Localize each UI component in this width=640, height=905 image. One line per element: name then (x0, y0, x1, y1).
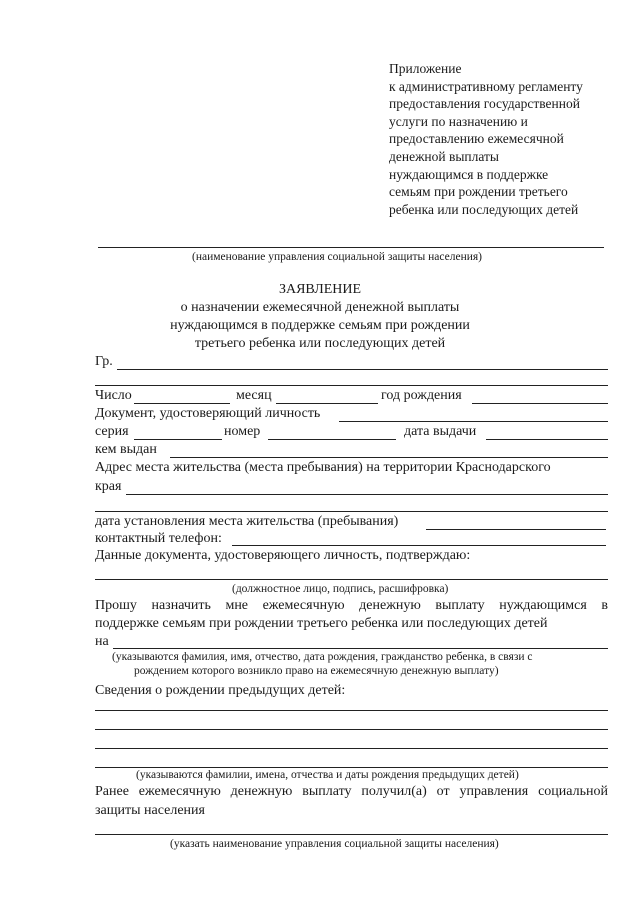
birth-year-field[interactable] (472, 403, 608, 404)
birth-year-label: год рождения (381, 388, 462, 403)
month-label: месяц (236, 388, 272, 403)
phone-field[interactable] (232, 545, 606, 546)
appendix-line: к административному регламенту (389, 78, 583, 94)
number-label: номер (224, 424, 261, 439)
number-field[interactable] (268, 439, 396, 440)
official-signature-field[interactable] (95, 579, 608, 580)
day-field[interactable] (134, 403, 230, 404)
issue-date-label: дата выдачи (404, 424, 477, 439)
earlier-payment-text: Ранее ежемесячную денежную выплату получил(а) от управления социальной (95, 784, 608, 799)
residence-date-label: дата установления места жительства (пребывания) (95, 514, 399, 529)
title-line: третьего ребенка или последующих детей (194, 336, 446, 351)
appendix-line: ребенка или последующих детей (389, 201, 579, 217)
prev-children-label: Сведения о рождении предыдущих детей: (95, 683, 346, 698)
appendix-line: Приложение (389, 61, 462, 76)
prev-office-field[interactable] (95, 834, 608, 835)
appendix-line: предоставления государственной (389, 96, 580, 112)
prev-children-caption: (указываются фамилии, имена, отчества и даты рождения предыдущих детей) (136, 769, 519, 781)
issued-by-label: кем выдан (95, 442, 157, 457)
month-field[interactable] (276, 403, 378, 404)
series-field[interactable] (134, 439, 222, 440)
request-text: поддержке семьям при рождении третьего ребенка или последующих детей (95, 616, 548, 631)
prev-children-field[interactable] (95, 767, 608, 768)
appendix-line: услуги по назначению и (389, 113, 528, 129)
request-on-label: на (95, 634, 109, 649)
prev-children-field[interactable] (95, 748, 608, 749)
request-text: Прошу назначить мне ежемесячную денежную выплату нуждающимся в (95, 598, 608, 613)
office-name-caption: (наименование управления социальной защиты населения) (192, 251, 482, 263)
earlier-payment-text: защиты населения (95, 803, 205, 818)
child-info-caption: рождением которого возникло право на ежемесячную денежную выплату) (134, 665, 499, 677)
day-label: Число (95, 388, 132, 403)
issued-by-field[interactable] (170, 457, 608, 458)
id-document-label: Документ, удостоверяющий личность (95, 406, 321, 421)
prev-children-field[interactable] (95, 729, 608, 730)
address-field[interactable] (126, 494, 608, 495)
title-line: о назначении ежемесячной денежной выплаты (180, 300, 460, 315)
appendix-line: предоставлению ежемесячной (389, 131, 564, 147)
citizen-field[interactable] (117, 369, 608, 370)
citizen-field-line2[interactable] (95, 385, 608, 386)
address-label: Адрес места жительства (места пребывания) на территории Краснодарского (95, 460, 551, 475)
child-info-caption: (указываются фамилия, имя, отчество, дата рождения, гражданство ребенка, в связи с (112, 651, 533, 663)
prev-children-field[interactable] (95, 710, 608, 711)
series-label: серия (95, 424, 129, 439)
appendix-block (389, 60, 619, 218)
phone-label: контактный телефон: (95, 531, 222, 546)
confirm-label: Данные документа, удостоверяющего личность, подтверждаю: (95, 548, 471, 563)
citizen-label: Гр. (95, 354, 113, 369)
address-field-line2[interactable] (95, 511, 608, 512)
address-label-region: края (95, 479, 122, 494)
appendix-line: семьям при рождении третьего (389, 184, 568, 200)
appendix-line: нуждающимся в поддержке (389, 166, 549, 182)
prev-office-caption: (указать наименование управления социальной защиты населения) (170, 838, 499, 850)
child-info-field[interactable] (113, 648, 608, 649)
issue-date-field[interactable] (486, 439, 608, 440)
appendix-line: денежной выплаты (389, 148, 499, 164)
office-name-line[interactable] (98, 247, 604, 248)
official-signature-caption: (должностное лицо, подпись, расшифровка) (232, 583, 449, 595)
residence-date-field[interactable] (426, 529, 606, 530)
title-line: нуждающимся в поддержке семьям при рождении (170, 318, 470, 333)
document-title: ЗАЯВЛЕНИЕ (278, 282, 362, 297)
id-document-field[interactable] (339, 421, 608, 422)
